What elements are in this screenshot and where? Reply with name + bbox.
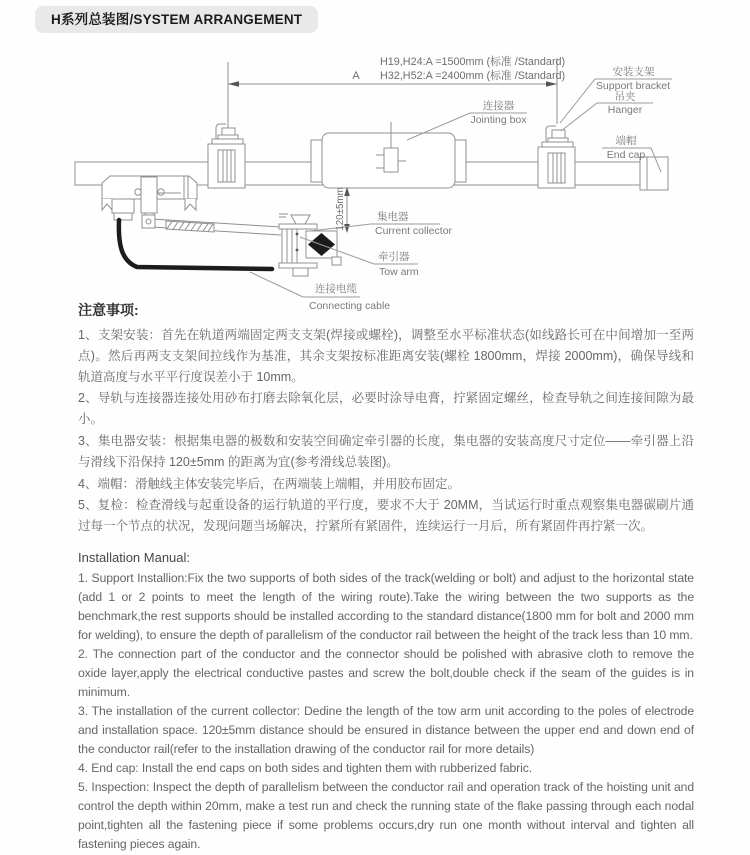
note-item-1: 1、支架安装：首先在轨道两端固定两支支架(焊接或螺栓)，调整至水平标准状态(如线路长可在中间增加一至两点)。然后再两支支架间拉线作为基准，其余支架按标准距离安装(螺栓 1800mm，焊接 2000mm)，确保导线和轨道高度与水平平行度误差小于 10mm。 — [78, 328, 694, 384]
dimension-standard-notes — [380, 56, 565, 83]
end-cap-part — [640, 157, 668, 190]
manual-item-1: 1. Support Installion:Fix the two supports of both sides of the track(welding or bolt) and adjust to the horizontal state (add 1 or 2 points to meet the length of the wiring route).Take the wiring between the two supports as the benchmark,the rest supports should be installed according to the standard distance(1800 mm for bolt and 2000 mm for welding), to ensure the depth of parallelism of the conductor rail between the height of the track less than 10 mm. — [78, 570, 694, 642]
callout-current-collector-en: Current collector — [375, 225, 453, 237]
note-item-2: 2、导轨与连接器连接处用砂布打磨去除氧化层，必要时涂导电膏，拧紧固定螺丝，检查导轨之间连接间隙为最小。 — [78, 391, 694, 427]
callout-end-cap-en: End cap — [606, 149, 646, 161]
text-block — [78, 300, 694, 854]
callout-jointing-box-en: Jointing box — [470, 114, 527, 126]
manual-item-4: 4. End cap: Install the end caps on both sides and tighten them with rubberized fabric. — [78, 760, 533, 775]
manual-item-3: 3. The installation of the current collector: Dedine the length of the tow arm unit according to the poles of electrode and installation space. 120±5mm distance should be ensured in distance between the upper end and down end of the conductor rail(refer to the installation drawing of the conductor rail for more details) — [78, 703, 694, 756]
support-bracket-left — [208, 124, 245, 188]
dimension-note-line1: H19,H24:A =1500mm (标准 /Standard) — [380, 56, 566, 68]
callout-hanger-zh: 吊夹 — [614, 91, 636, 103]
callout-tow-arm-en: Tow arm — [379, 266, 419, 278]
dimension-120mm-label: 120±5mm — [335, 187, 346, 231]
page-title: H系列总装图/SYSTEM ARRANGEMENT — [35, 6, 318, 33]
dimension-note-line2: H32,H52:A =2400mm (标准 /Standard) — [380, 69, 566, 82]
jointing-box-part — [311, 122, 466, 188]
callout-support-bracket-en: Support bracket — [595, 80, 671, 92]
notes-heading: 注意事项: — [78, 302, 139, 318]
callout-connecting-cable-en: Connecting cable — [309, 300, 391, 312]
note-item-3: 3、集电器安装：根据集电器的极数和安装空间确定牵引器的长度，集电器的安装高度尺寸定位——牵引器上沿与滑线下沿保持 120±5mm 的距离为宜(参考滑线总装图)。 — [78, 433, 694, 469]
callout-current-collector-zh: 集电器 — [377, 211, 409, 223]
note-item-4: 4、端帽：滑触线主体安装完毕后，在两端装上端帽，并用胶布固定。 — [78, 476, 460, 491]
current-collector-part — [279, 214, 341, 276]
callout-support-bracket-zh: 安装支架 — [612, 66, 655, 78]
manual-item-5: 5. Inspection: Inspect the depth of parallelism between the conductor rail and operation track of the hoisting unit and control the depth within 20mm, make a test run and check the running state of the flake passing through each nodal point,tighten all the fastening piece if some problems occurs,dry run one month without interval and tighten all fastening pieces again. — [78, 779, 694, 851]
manual-item-2: 2. The connection part of the conductor and the connector should be polished with abrasive cloth to remove the oxide layer,apply the electrical conductive pastes and screw the bolt,double check if the seam of the guides is in minimum. — [78, 646, 694, 699]
system-arrangement-diagram — [0, 0, 750, 320]
callout-hanger-en: Hanger — [607, 104, 643, 116]
hoist-trolley — [102, 176, 197, 221]
callout-end-cap-zh: 端帽 — [615, 135, 637, 147]
callout-jointing-box-zh: 连接器 — [482, 100, 515, 112]
dimension-a-label: A — [352, 70, 360, 82]
note-item-5: 5、复检：检查滑线与起重设备的运行轨道的平行度，要求不大于 20MM，当试运行时重点观察集电器碳刷片通过每一个节点的状况，发现问题当场解决，拧紧所有紧固件，连续运行一月后，所有紧固件再拧紧一次。 — [78, 498, 694, 534]
support-bracket-right — [538, 126, 575, 188]
callout-tow-arm-zh: 牵引器 — [378, 251, 410, 263]
callout-connecting-cable-zh: 连接电缆 — [315, 283, 357, 295]
tow-arm-part — [142, 215, 281, 235]
manual-heading: Installation Manual: — [78, 549, 191, 565]
